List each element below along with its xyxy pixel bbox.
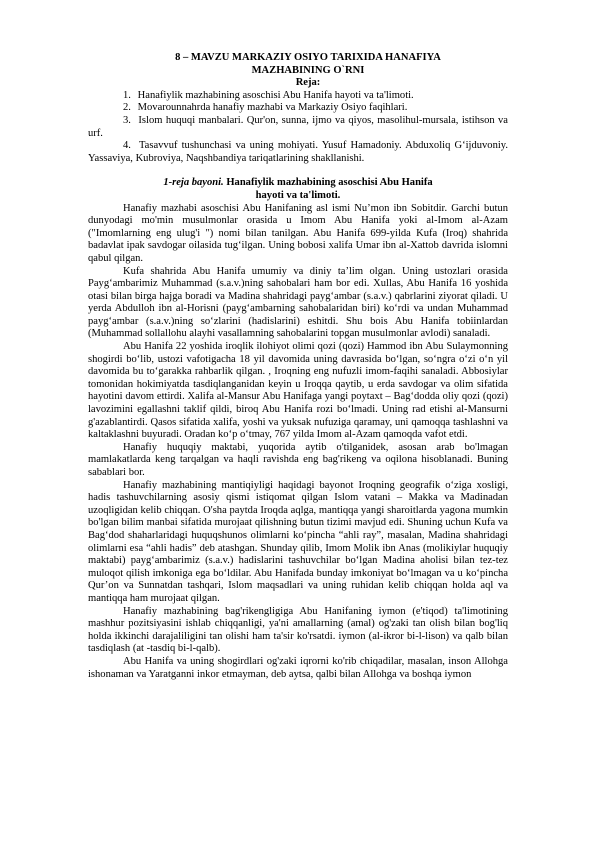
section-heading: [88, 177, 508, 202]
title-line-2: MAZHABINING O`RNI: [251, 64, 365, 76]
body-paragraph: Abu Hanifa 22 yoshida iroqlik ilohiyot olimi qozi (qozi) Hammod ibn Abu Sulaymonning shogirdi bo‘lib, ustozi vafotigacha 18 yil davomida uning davrasida bo‘lgan, so‘ngra o‘zi o‘n yil davomida bu to‘garakka rahbarlik qilgan. , Iroqning eng nufuzli imom-faqihi sanaladi. Abbosiylar tomonidan hokimiyatda tasdiqlanganidan keyin u Iroqqa qaytib, u erda savdogar va olim sifatida hayotini davom ettirdi. Xalifa al-Mansur Abu Hanifaga yangi poytaxt – Bag‘dodda oliy qozi (qozi) lavozimini egallashni taklif qildi, biroq Abu Hanifa rozi bo‘lmadi. Uning rad etishi al-Mansurni g'azablantirdi. Qasos sifatida xalifa, yoshi va yuksak nufuziga qaramay, uni qamoqqa tashlashni va kaltaklashni buyuradi. Oradan ko‘p o‘tmay, 767 yilda Imom al-Azam qamoqda vafot etdi.: [88, 341, 508, 441]
body-paragraph: Hanafiy mazhabining mantiqiyligi haqidagi bayonot Iroqning geografik o‘ziga xosligi, hadis tashuvchilarning asosiy qismi istiqomat qilgan Islom vatani – Makka va Madinadan uzoqligidan kelib chiqqan. O'sha paytda Iroqda aqlga, mantiqqa yangi sharoitlarda yagona mumkin bo'lgan bilim manbai sifatida murojaat qilishning butun tizimi mavjud edi. Shuning uchun Kufa va Bag‘dod shaharlaridagi huquqshunos olimlarni ko‘pincha “ahli ray”, masalan, Madina shahridagi olimlarni esa “ahli hadis” deb atashgan. Shunday qilib, Imom Molik ibn Anas (molikiylar huquqiy maktabi) payg‘ambarimiz (s.a.v.) hadislarini tashuvchilar bo‘lgan Madina aholisi bilan tez-tez muloqot qilish imkoniga ega bo‘ldilar. Abu Hanifada bunday imkoniyat bo‘lmagan va u ko‘pincha Qur’on va Sunnatdan tashqari, Islom maqsadlari va uning ruhidan kelib chiqqan holda aql va mantiqqa ham murojaat qilgan.: [88, 479, 508, 604]
plan-item: [88, 102, 508, 115]
plan-item-number: 3.: [123, 114, 131, 126]
plan-item-text: Islom huquqi manbalari. Qur'on, sunna, ijmo va qiyos, masolihul-mursala, istihson va urf.: [88, 114, 508, 139]
section-heading-line-2: hayoti va ta'limoti.: [255, 189, 341, 201]
plan-item: [88, 140, 508, 165]
plan-heading: Reja:: [295, 77, 321, 89]
body-paragraph: Hanafiy huquqiy maktabi, yuqorida aytib o'tilganidek, asosan arab bo'lmagan mamlakatlarda keng tarqalgan va haqli ravishda eng bag'rikeng va oqilona hisoblanadi. Buning sabablari bor.: [88, 441, 508, 478]
plan-item-text: Movarounnahrda hanafiy mazhabi va Markaziy Osiyo faqihlari.: [137, 102, 408, 114]
section-label: 1-reja bayoni.: [163, 177, 224, 189]
plan-item: [88, 115, 508, 140]
plan-item-text: Hanafiylik mazhabining asoschisi Abu Hanifa hayoti va ta'limoti.: [137, 89, 414, 101]
body-paragraph: Hanafiy mazhabi asoschisi Abu Hanifaning asl ismi Nu’mon ibn Sobitdir. Garchi butun dunyodagi mo'min musulmonlar orasida u Imom Abu Hanifa yoki al-Imom al-Azam ("Imomlarning eng ulug'i ") nomi bilan tanilgan. Abu Hanifa 699-yilda Kufa (Iroq) shahrida badavlat ipak savdogar oilasida tug‘ilgan. Uning bobosi xalifa Umar ibn al-Xattob davrida islomni qabul qilgan.: [88, 202, 508, 264]
body-paragraph: Kufa shahrida Abu Hanifa umumiy va diniy ta’lim olgan. Uning ustozlari orasida Payg‘ambarimiz Muhammad (s.a.v.)ning sahobalari ham bor edi. Xullas, Abu Hanifa 16 yoshida otasi bilan birga hajga boradi va Madina shahridagi payg‘ambar (s.a.v.) qabrlarini ziyorat qiladi. U yerda Abdulloh ibn al-Horisni (payg‘ambarning sahobalaridan biri) ko‘rdi va undan Muhammad payg‘ambar (s.a.v.)ning so‘zlarini (hadislarini) eshitdi. Shu bois Abu Hanifa tobiinlardan (Muhammad sollallohu alayhi vasallamning sahobalarini topgan musulmonlar avlodi) sanaladi.: [88, 265, 508, 340]
body-paragraph: Hanafiy mazhabining bag'rikengligiga Abu Hanifaning iymon (e'tiqod) ta'limotining mashhur pozitsiyasini ishlab chiqqanligi, ya'ni amallarning (amal) og'zaki tan olish bilan bog'liq holda ikkinchi darajaliligini tan olishi ham ta'sir ko'rsatdi. iymon (al-ikror bi-l-lison) va qalb bilan tasdiqlash (at -tasdiq bi-l-qalb).: [88, 605, 508, 655]
plan-item: [88, 90, 508, 103]
section-title: Hanafiylik mazhabining asoschisi Abu Hanifa: [223, 177, 433, 189]
plan-item-number: 1.: [123, 89, 131, 101]
plan-item-number: 2.: [123, 102, 131, 114]
section-heading-line-1: [88, 177, 508, 190]
plan-item-number: 4.: [123, 140, 131, 152]
document-title: [88, 52, 508, 77]
plan-list: [88, 90, 508, 166]
plan-item-text: Tasavvuf tushunchasi va uning mohiyati. Yusuf Hamadoniy. Abduxoliq G‘ijduvoniy. Yassaviya, Kubroviya, Naqshbandiya tariqatlarining shakllanishi.: [88, 140, 509, 164]
title-line-1: 8 – MAVZU MARKAZIY OSIYO TARIXIDA HANAFIYA: [175, 52, 441, 63]
body-paragraph: Abu Hanifa va uning shogirdlari og'zaki iqrorni ko'rib chiqadilar, masalan, inson Allohga ishonaman va Yaratganni inkor etmayman, deb aytsa, qalbi bilan Allohga va boshqa iymon: [88, 655, 508, 680]
